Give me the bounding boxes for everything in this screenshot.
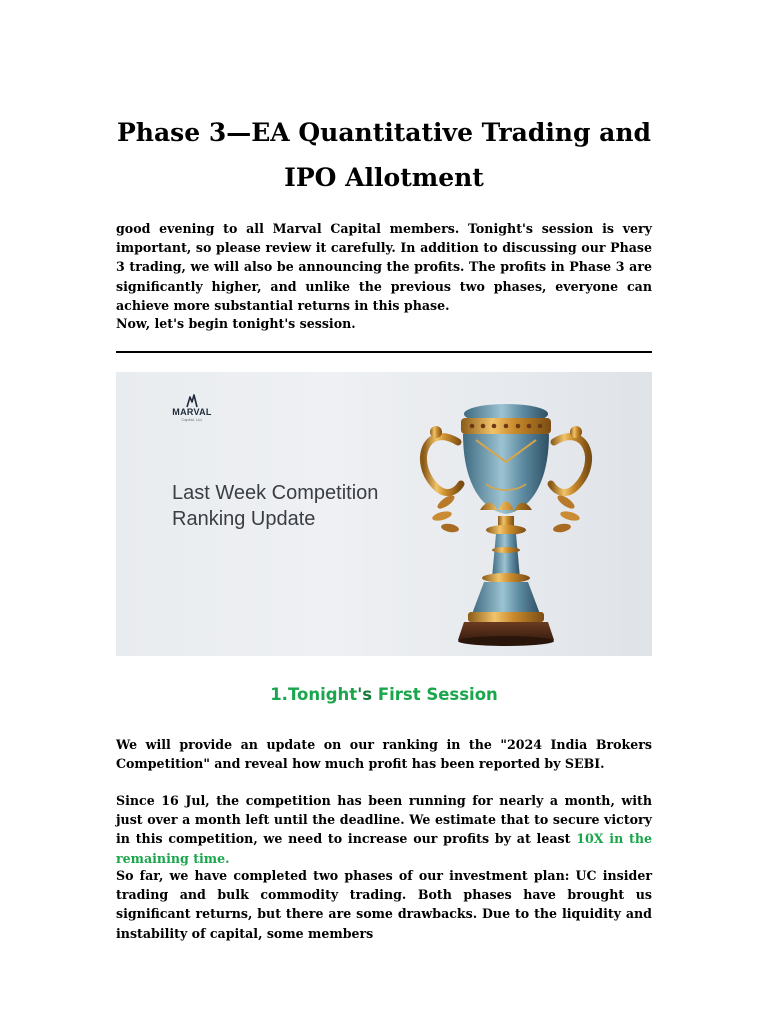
ranking-update-paragraph: We will provide an update on our ranking in the "2024 India Brokers Competition" and reveal how much profit has been reported by SEBI. (116, 737, 652, 772)
profit-target-highlight: 10X in the remaining time. (116, 831, 652, 866)
investment-phases-paragraph: So far, we have completed two phases of our investment plan: UC insider trading and bulk commodity trading. Both phases have brought us significant returns, but there are some drawbacks. Due to the liquidity and instability of capital, some members (116, 868, 652, 941)
marval-logo (172, 394, 212, 434)
section-number: 1. (270, 685, 288, 704)
banner-headline (172, 480, 422, 532)
ranking-banner-image (116, 372, 652, 656)
intro-paragraph: good evening to all Marval Capital members. Tonight's session is very important, so please review it carefully. In addition to discussing our Phase 3 trading, we will also be announcing the profits. The profits in Phase 3 are significantly higher, and unlike the previous two phases, everyone can achieve more substantial returns in this phase. (116, 221, 652, 313)
banner-headline-line-2: Ranking Update (172, 508, 316, 530)
section-heading-part-a: Tonight (287, 685, 358, 704)
trophy-icon (406, 392, 606, 654)
section-heading-first-session (116, 683, 652, 707)
document-title (116, 110, 652, 200)
competition-deadline-paragraph (116, 791, 652, 868)
section-heading-part-c: First Session (377, 685, 498, 704)
title-line-2: IPO Allotment (284, 163, 484, 192)
section-heading-part-b: 's (357, 685, 373, 704)
banner-headline-line-1: Last Week Competition (172, 482, 379, 504)
logo-name: MARVAL (172, 407, 212, 417)
title-line-1: Phase 3—EA Quantitative Trading and (116, 118, 652, 147)
begin-paragraph: Now, let's begin tonight's session. (116, 316, 356, 331)
logo-subtitle: Capital, Ltd. (181, 417, 203, 422)
deadline-text: Since 16 Jul, the competition has been running for nearly a month, with just over a month left until the deadline. We estimate that to secure victory in this competition, we need to increase our profits by at least (116, 793, 652, 847)
horizontal-divider (116, 351, 652, 353)
marval-logo-icon (185, 394, 199, 408)
